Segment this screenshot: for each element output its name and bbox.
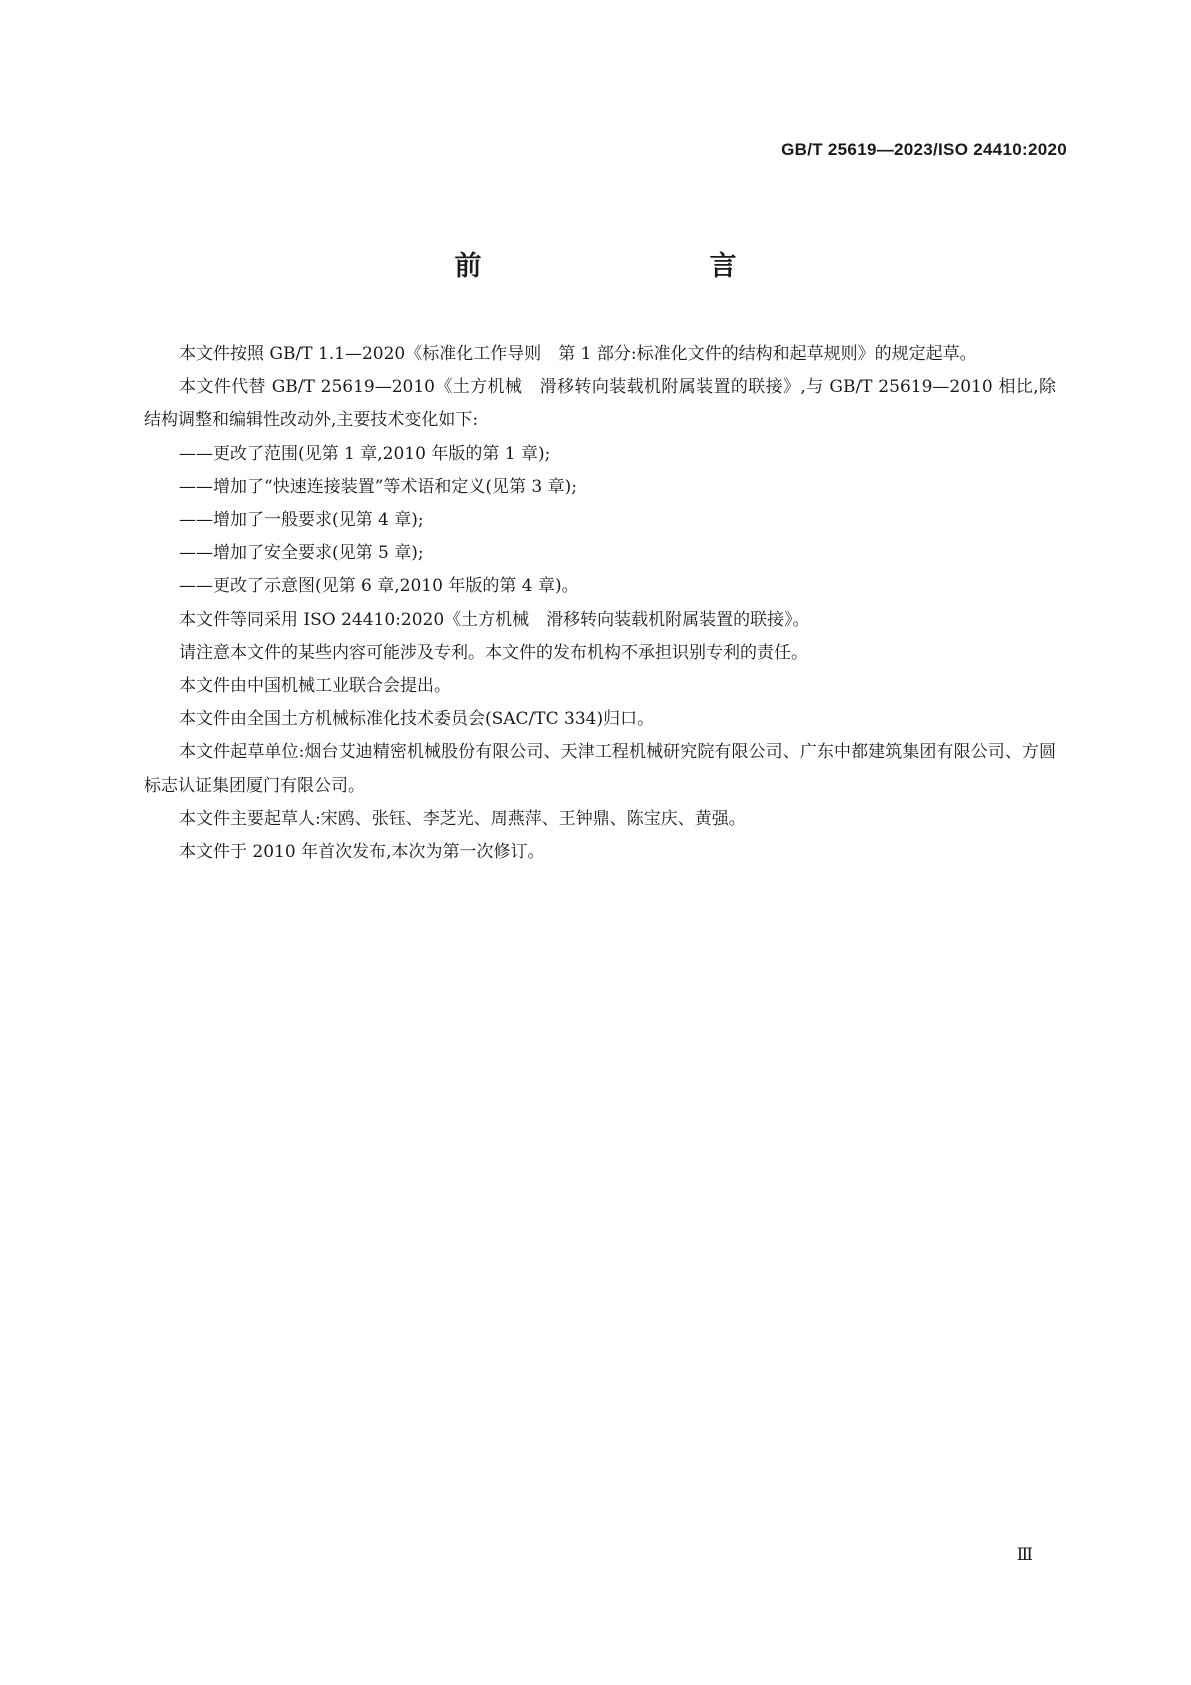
paragraph-replacement: 本文件代替 GB/T 25619—2010《土方机械 滑移转向装载机附属装置的联接》,与 GB/T 25619—2010 相比,除结构调整和编辑性改动外,主要技术变化如下:: [144, 377, 1056, 431]
list-item: ——增加了“快速连接装置”等术语和定义(见第 3 章);: [179, 476, 577, 497]
paragraph-drafters: 本文件主要起草人:宋鸥、张钰、李芝光、周燕萍、王钟鼎、陈宝庆、黄强。: [179, 808, 746, 829]
paragraph-history: 本文件于 2010 年首次发布,本次为第一次修订。: [179, 842, 545, 863]
paragraph-drafting-basis: 本文件按照 GB/T 1.1—2020《标准化工作导则 第 1 部分:标准化文件的结构和起草规则》的规定起草。: [179, 344, 977, 364]
paragraph-drafting-units: 本文件起草单位:烟台艾迪精密机械股份有限公司、天津工程机械研究院有限公司、广东中都建筑集团有限公司、方圆标志认证集团厦门有限公司。: [144, 742, 1056, 796]
changes-list: [144, 438, 1056, 604]
list-item: ——增加了安全要求(见第 5 章);: [179, 543, 424, 564]
paragraph-patent-notice: 请注意本文件的某些内容可能涉及专利。本文件的发布机构不承担识别专利的责任。: [179, 642, 808, 663]
paragraph-proposer: 本文件由中国机械工业联合会提出。: [179, 676, 451, 697]
page-title: 前 言: [454, 251, 795, 282]
list-item: ——更改了示意图(见第 6 章,2010 年版的第 4 章)。: [179, 576, 579, 597]
foreword-body: [144, 338, 1056, 869]
page-number: Ⅲ: [1016, 1545, 1033, 1565]
document-code: GB/T 25619—2023/ISO 24410:2020: [781, 140, 1067, 159]
list-item: ——增加了一般要求(见第 4 章);: [179, 510, 424, 531]
paragraph-committee: 本文件由全国土方机械标准化技术委员会(SAC/TC 334)归口。: [179, 709, 655, 730]
list-item: ——更改了范围(见第 1 章,2010 年版的第 1 章);: [179, 443, 551, 464]
paragraph-adoption: 本文件等同采用 ISO 24410:2020《土方机械 滑移转向装载机附属装置的联接》。: [179, 609, 810, 630]
